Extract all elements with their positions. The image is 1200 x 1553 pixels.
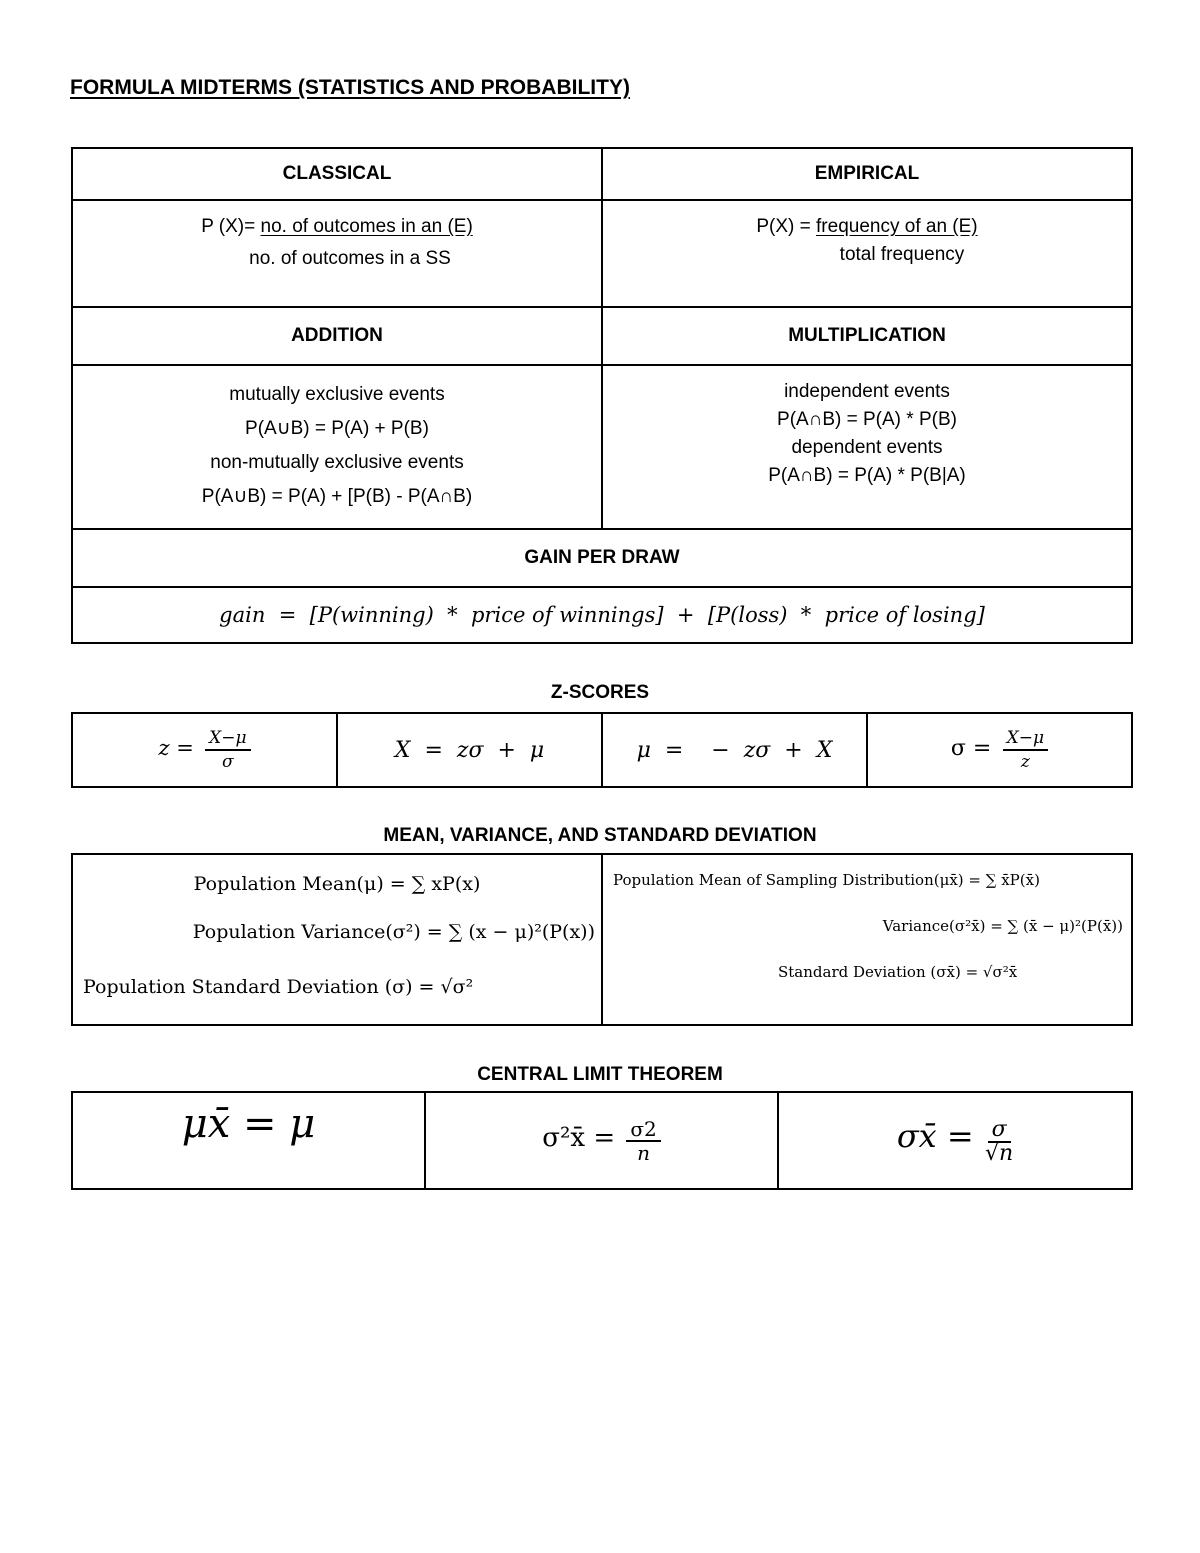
clt-sd-denominator: √n [984, 1140, 1014, 1166]
empirical-numerator: frequency of an (E) [816, 216, 978, 237]
addition-line: non-mutually exclusive events [210, 452, 464, 473]
classical-prefix: P (X)= [201, 216, 261, 237]
sigma-denominator: z [1020, 752, 1030, 772]
population-mean: Population Mean(μ) = ∑ xP(x) [193, 873, 481, 895]
gain-formula [72, 587, 1132, 643]
addition-line: P(A∪B) = P(A) + P(B) [245, 418, 429, 439]
clt-mean [72, 1092, 425, 1189]
clt-sd-lhs: σx̄ = [896, 1117, 974, 1155]
sigma-numerator: X−μ [1003, 728, 1048, 751]
addition-rules [72, 365, 602, 529]
multiplication-line: independent events [784, 381, 950, 402]
sigma-fraction [1003, 728, 1048, 772]
clt-variance-lhs: σ²x̄ = [542, 1122, 616, 1153]
z-lhs: z = [158, 736, 194, 761]
multiplication-header: MULTIPLICATION [602, 307, 1132, 365]
empirical-prefix: P(X) = [756, 216, 817, 237]
addition-line: P(A∪B) = P(A) + [P(B) - P(A∩B) [201, 486, 473, 507]
population-sd: Population Standard Deviation (σ) = √σ² [83, 976, 474, 998]
multiplication-rules [602, 365, 1132, 529]
mu-formula [602, 713, 867, 787]
mu-formula-text: μ = − zσ + X [636, 737, 833, 763]
clt-variance [425, 1092, 778, 1189]
sampling-formulas [602, 854, 1132, 1025]
clt-variance-fraction [626, 1116, 660, 1165]
multiplication-line: P(A∩B) = P(A) * P(B) [777, 409, 957, 430]
z-denominator: σ [222, 752, 234, 772]
empirical-denominator: total frequency [839, 244, 965, 265]
gain-formula-text: gain = [P(winning) * price of winnings] + [P(loss) * price of losing] [219, 602, 985, 627]
mvs-title: MEAN, VARIANCE, AND STANDARD DEVIATION [383, 825, 817, 846]
zscores-table [71, 712, 1133, 788]
clt-sd [778, 1092, 1132, 1189]
sigma-lhs: σ = [950, 736, 992, 762]
population-formulas [72, 854, 602, 1025]
empirical-header: EMPIRICAL [602, 148, 1132, 200]
page-title: FORMULA MIDTERMS (STATISTICS AND PROBABILITY) [70, 76, 630, 99]
clt-sd-fraction [984, 1116, 1014, 1166]
zscores-title: Z-SCORES [550, 682, 650, 703]
zscore-formula [72, 713, 337, 787]
classical-formula [72, 200, 602, 307]
clt-title: CENTRAL LIMIT THEOREM [477, 1064, 723, 1085]
classical-numerator: no. of outcomes in an (E) [260, 216, 473, 237]
clt-table [71, 1091, 1133, 1190]
x-formula-text: X = zσ + μ [394, 737, 545, 763]
sampling-mean: Population Mean of Sampling Distribution(μx̄) = ∑ x̄P(x̄) [613, 871, 1040, 889]
x-formula [337, 713, 602, 787]
multiplication-line: P(A∩B) = P(A) * P(B|A) [768, 465, 966, 486]
z-fraction [205, 728, 250, 772]
mvs-table [71, 853, 1133, 1026]
empirical-formula [602, 200, 1132, 307]
clt-variance-denominator: n [637, 1140, 651, 1165]
clt-variance-numerator: σ2 [626, 1119, 660, 1142]
addition-header: ADDITION [72, 307, 602, 365]
classical-denominator: no. of outcomes in a SS [249, 248, 451, 269]
clt-mean-text: μx̄ = μ [181, 1101, 316, 1147]
addition-line: mutually exclusive events [229, 384, 445, 405]
sampling-sd: Standard Deviation (σx̄) = √σ²x̄ [778, 963, 1018, 981]
sampling-variance: Variance(σ²x̄) = ∑ (x̄ − μ)²(P(x̄)) [882, 917, 1123, 935]
population-variance: Population Variance(σ²) = ∑ (x − μ)²(P(x)) [192, 921, 595, 943]
probability-table [71, 147, 1133, 644]
z-numerator: X−μ [205, 728, 250, 751]
sigma-formula [867, 713, 1132, 787]
gain-header: GAIN PER DRAW [72, 529, 1132, 587]
clt-sd-numerator: σ [988, 1120, 1011, 1143]
classical-header: CLASSICAL [72, 148, 602, 200]
multiplication-line: dependent events [791, 437, 943, 458]
